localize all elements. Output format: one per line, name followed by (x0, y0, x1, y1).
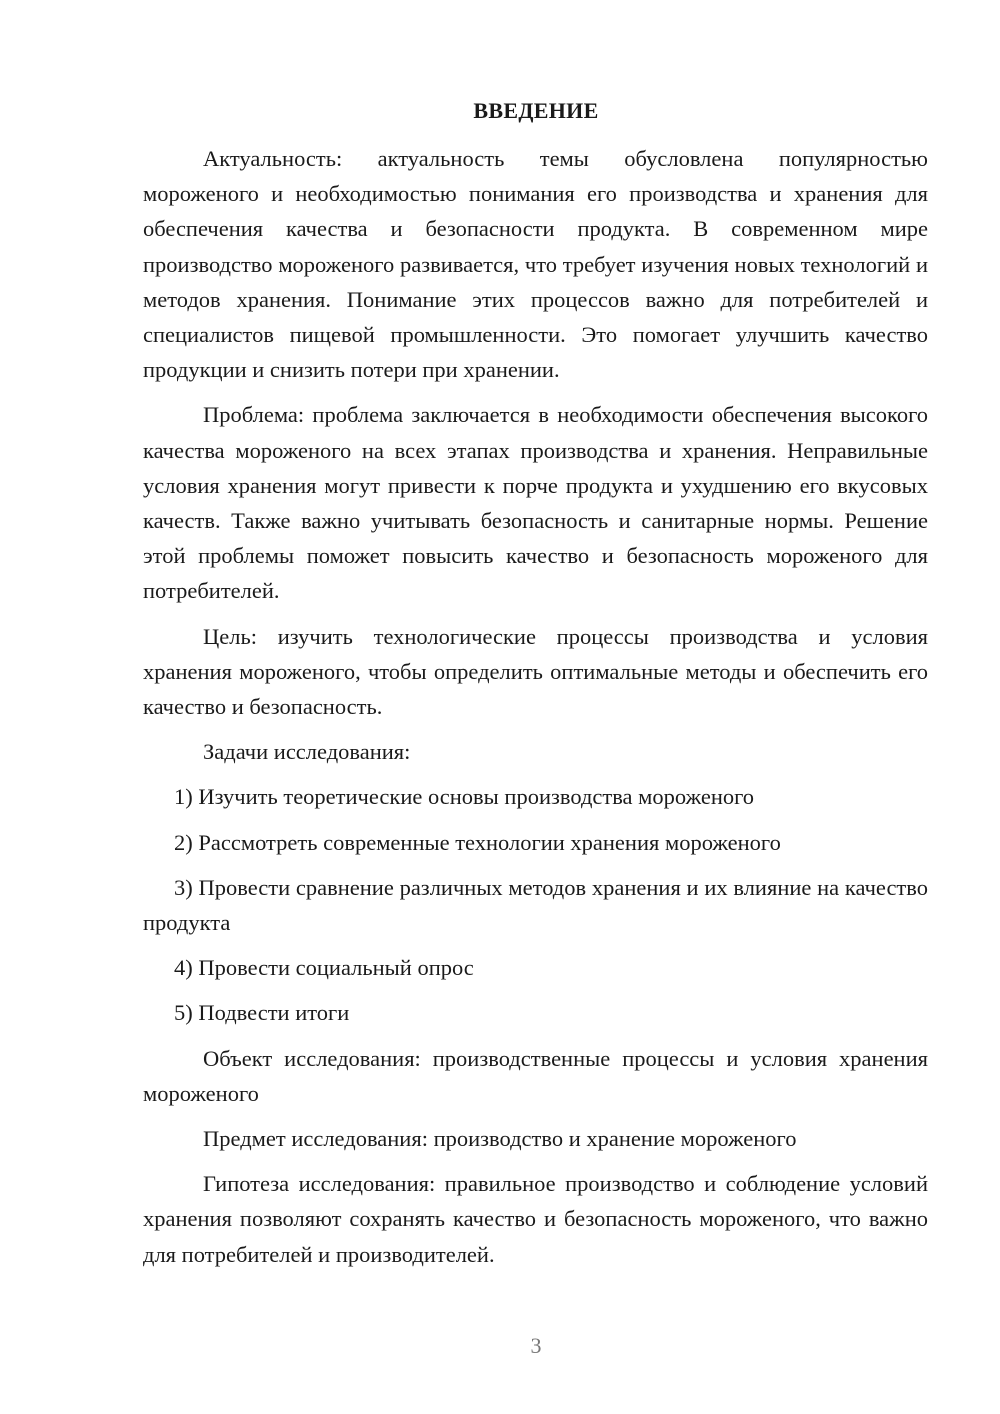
paragraph-relevance: Актуальность: актуальность темы обусловлена популярностью мороженого и необходимостью понимания его производства и хранения для обеспечения качества и безопасности продукта. В современном мире производство мороженого развивается, что требует изучения новых технологий и методов хранения. Понимание этих процессов важно для потребителей и специалистов пищевой промышленности. Это помогает улучшить качество продукции и снизить потери при хранении. (143, 146, 928, 383)
task-item-2: 2) Рассмотреть современные технологии хранения мороженого (174, 829, 781, 855)
paragraph-subject: Предмет исследования: производство и хранение мороженого (203, 1126, 797, 1152)
page-title: ВВЕДЕНИЕ (473, 98, 599, 123)
task-item-5: 5) Подвести итоги (174, 1000, 350, 1026)
paragraph-hypothesis: Гипотеза исследования: правильное производство и соблюдение условий хранения позволяют сохранять качество и безопасность мороженого, что важно для потребителей и производителей. (143, 1171, 928, 1267)
task-item-3: 3) Провести сравнение различных методов хранения и их влияние на качество продукта (143, 874, 928, 936)
paragraph-problem: Проблема: проблема заключается в необходимости обеспечения высокого качества мороженого на всех этапах производства и хранения. Неправильные условия хранения могут привести к порче продукта и ухудшению его вкусовых качеств. Также важно учитывать безопасность и санитарные нормы. Решение этой проблемы поможет повысить качество и безопасность мороженого для потребителей. (143, 402, 928, 604)
paragraph-tasks-heading: Задачи исследования: (203, 739, 411, 765)
task-item-1: 1) Изучить теоретические основы производства мороженого (174, 784, 755, 810)
document-body (143, 141, 928, 1272)
task-item-4: 4) Провести социальный опрос (174, 955, 474, 981)
paragraph-object: Объект исследования: производственные процессы и условия хранения мороженого (143, 1045, 928, 1106)
paragraph-goal: Цель: изучить технологические процессы производства и условия хранения мороженого, чтобы определить оптимальные методы и обеспечить его качество и безопасность. (143, 623, 928, 720)
page-number: 3 (530, 1333, 542, 1358)
